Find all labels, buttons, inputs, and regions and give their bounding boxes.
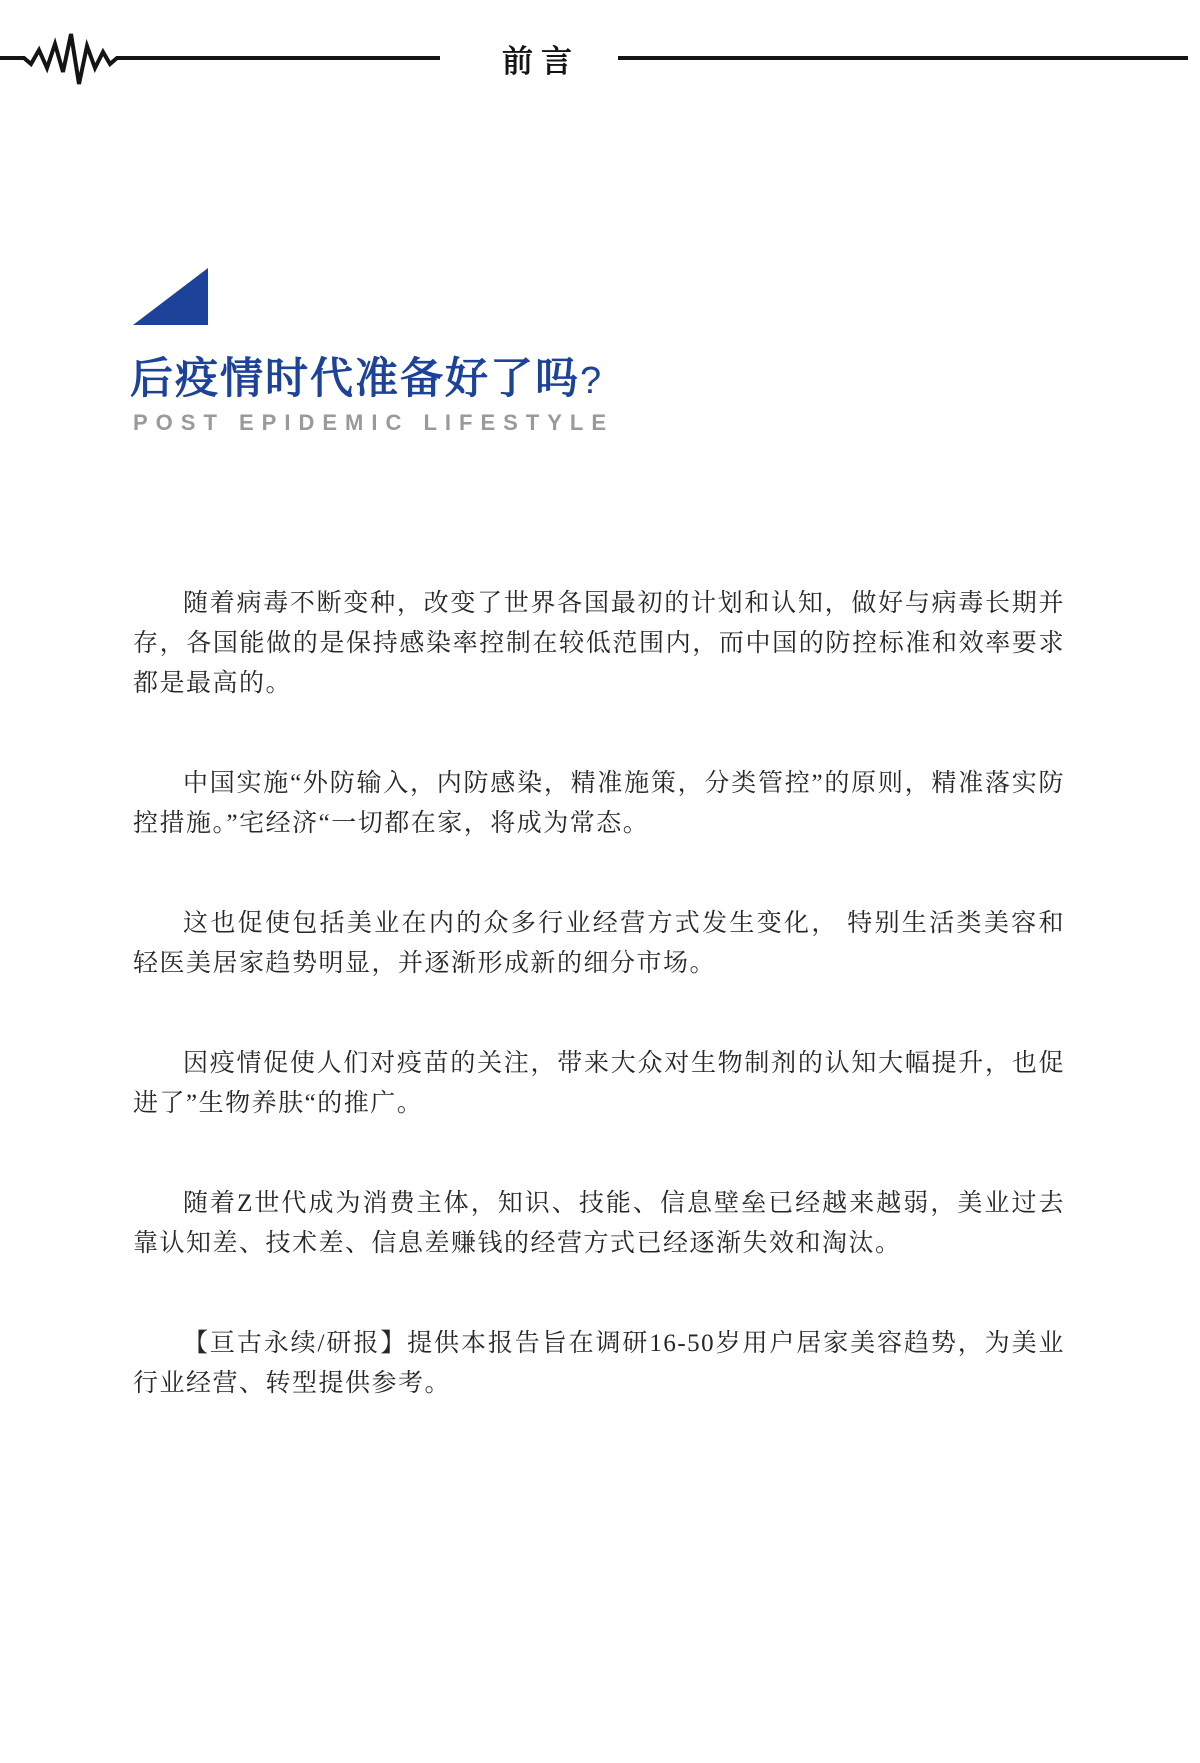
header-rule-right	[618, 56, 1188, 60]
page-header	[0, 28, 1200, 88]
paragraph: 这也促使包括美业在内的众多行业经营方式发生变化， 特别生活类美容和轻医美居家趋势明显，并逐渐形成新的细分市场。	[133, 910, 1065, 977]
seismic-zigzag-line-icon	[0, 26, 165, 90]
section-heading-text: 后疫情时代准备好了吗	[130, 355, 580, 403]
paragraph: 因疫情促使人们对疫苗的关注，带来大众对生物制剂的认知大幅提升，也促进了”生物养肤“的推广。	[133, 1050, 1065, 1117]
header-rule-left	[165, 56, 440, 60]
paragraph: 随着病毒不断变种，改变了世界各国最初的计划和认知，做好与病毒长期并存，各国能做的是保持感染率控制在较低范围内，而中国的防控标准和效率要求都是最高的。	[133, 590, 1065, 697]
paragraph: 【亘古永续/研报】提供本报告旨在调研16-50岁用户居家美容趋势，为美业行业经营、转型提供参考。	[133, 1330, 1065, 1397]
section-subheading: POST EPIDEMIC LIFESTYLE	[133, 410, 615, 435]
paragraph: 中国实施“外防输入，内防感染，精准施策，分类管控”的原则，精准落实防控措施。”宅经济“一切都在家，将成为常态。	[133, 770, 1065, 837]
preface-body	[133, 584, 1065, 1404]
corner-triangle-accent	[133, 268, 208, 325]
paragraph: 随着Z世代成为消费主体，知识、技能、信息壁垒已经越来越弱，美业过去靠认知差、技术差、信息差赚钱的经营方式已经逐渐失效和淘汰。	[133, 1190, 1065, 1257]
section-heading-question-mark: ?	[580, 360, 604, 402]
document-page	[0, 28, 1200, 1763]
section-heading	[130, 355, 1200, 405]
page-title: 前言	[502, 43, 580, 79]
